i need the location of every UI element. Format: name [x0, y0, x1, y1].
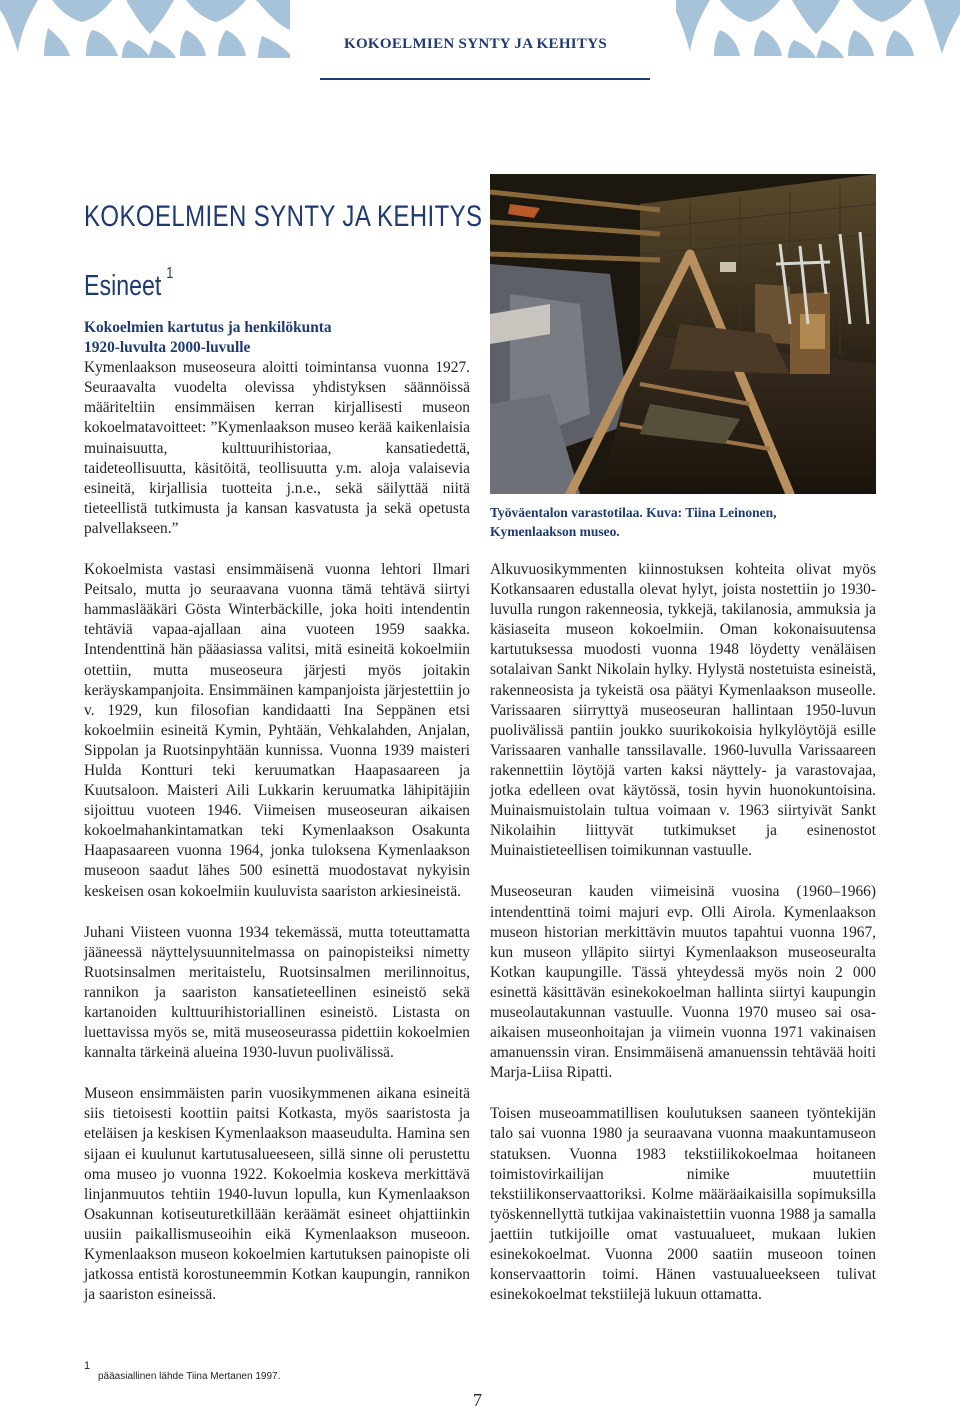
photo-caption [490, 503, 876, 541]
paragraph: Juhani Viisteen vuonna 1934 tekemässä, mutta toteuttamatta jääneessä näyttelysuunnitelmassa on painopisteiksi nimetty Ruotsinsalmen meritaistelu, Ruotsinsalmen merilinnoitus, rannikon ja saariston kansatieteellinen esineistö sekä kartanoiden kulttuurihistoriallinen esineistö. Listasta on luettavissa myös se, mitä museoseurassa pidettiin kokoelmien kannalta tärkeinä alueina 1930-luvun puolivälissä. [84, 923, 470, 1062]
photo-caption-line: Kymenlaakson museo. [490, 524, 620, 539]
subheading [84, 318, 470, 358]
storage-room-photo [490, 174, 876, 494]
paragraph: Kokoelmista vastasi ensimmäisenä vuonna lehtori Ilmari Peitsalo, mutta jo seuraavana vuonna tämä tehtävä siirtyi hammaslääkäri Gösta Winterbäckille, joka hoiti intendentin tehtäviä vapaa-ajallaan aina vuoteen 1959 saakka. Intendenttinä hän pääasiassa valitsi, mitä esineitä kokoelmiin otettiin, mutta museoseura järjesti myös joitakin keräyskampanjoita. Ensimmäinen kampanjoista järjestettiin jo v. 1929, kun filosofian kandidaatti Ina Seppänen etsi kokoelmiin esineitä Kymin, Pyhtään, Vehkalahden, Anjalan, Sippolan ja Ruotsinpyhtään kunnissa. Vuonna 1939 maisteri Hulda Kontturi teki keruumatkan Haapasaareen ja Kuutsaloon. Maisteri Aili Lukkarin keruumatka lähipitäjiin sijoittuu vuoteen 1946. Viimeisen museoseuran aikaisen kokoelmahankintamatkan teki Kymenlaakson Osakunta Haapasaareen vuonna 1964, jonka tuloksena Kymenlaakson museoon saadut lähes 500 esinettä muodostavat nykyisin keskeisen osan kokoelmiin kuuluvista saariston arkiesineistä. [84, 561, 470, 900]
page-number: 7 [473, 1390, 482, 1410]
photo-caption-line: Työväentalon varastotilaa. Kuva: Tiina Leinonen, [490, 505, 777, 520]
footnote-marker: 1 [84, 1360, 91, 1372]
right-column [490, 560, 876, 1305]
paragraph: Alkuvuosikymmenten kiinnostuksen kohteita olivat myös Kotkansaaren edustalla olevat hylyt, joista nostettiin jo 1930-luvulla rungon rakenneosia, tykkejä, takilanosia, ammuksia ja käsiaseita museon kokoelmiin. Oman kokonaisuutensa kartutuksessa muodosti vuonna 1948 löydetty venäläisen sotalaivan Sankt Nikolain hylky. Hylystä nostetuista esineistä, rakenneosista ja tykeistä osa päätyi Kymenlaakson museolle. Varissaaren siirryttyä museoseuran hallintaan 1950-luvun puolivälissä pantiin joukko suurikokoisia hylkylöytöjä esille Varissaaren vanhalle tanssilavalle. 1960-luvulla Varissaareen rakennettiin löytöjä varten kaksi näyttely- ja varastovajaa, jotka edelleen ovat käytössä, tosin hyvin huonokuntoisina. Muinaismuistolain tultua voimaan v. 1963 siirtyivät Sankt Nikolaihin liittyvät tutkimukset ja esinenostot Muinaistieteellisen toimikunnan vastuulle. [490, 561, 876, 860]
left-column [84, 318, 470, 1305]
footnote-ref[interactable]: 1 [166, 265, 174, 283]
running-header: KOKOELMIEN SYNTY JA KEHITYS [344, 36, 608, 52]
page-title: KOKOELMIEN SYNTY JA KEHITYS [84, 200, 483, 233]
subheading-line: Kokoelmien kartutus ja henkilökunta [84, 319, 332, 336]
folk-pattern-ornament-icon [676, 0, 960, 58]
footnote-text: pääasiallinen lähde Tiina Mertanen 1997. [98, 1371, 281, 1382]
paragraph: Museoseuran kauden viimeisinä vuosina (1960–1966) intendenttinä toimi majuri evp. Olli Airola. Kymenlaakson museon historian merkittävin muutos tapahtui vuonna 1967, kun museon ylläpito siirtyi Kymenlaakson museoseuralta Kotkan kaupungille. Tässä yhteydessä myös noin 2 000 esinettä käsittävän esinekokoelman hallinta siirtyi kaupungin museolautakunnan vastuulle. Vuonna 1970 museo sai osa-aikaisen museonhoitajan ja viimein vuonna 1971 vakinaisen amanuenssin viran. Ensimmäisenä amanuenssin tehtävää hoiti Marja-Liisa Ripatti. [490, 883, 876, 1082]
paragraph: Kymenlaakson museoseura aloitti toimintansa vuonna 1927. Seuraavalta vuodelta olevissa yhdistyksen säännöissä määriteltiin ensimmäisen kerran kirjallisesti museon kokoelmatavoitteet: ”Kymenlaakson museo kerää kaikenlaisia muinaisuutta, kulttuurihistoriaa, kansatiedettä, taideteollisuutta, käsitöitä, teollisuutta y.m. aloja valaisevia esineitä, kirjallisia tuotteita j.n.e., sekä säilyttää niitä tieteellistä tutkimusta ja kansan kasvatusta ja sekä opetusta palvellakseen.” [84, 359, 470, 537]
paragraph: Museon ensimmäisten parin vuosikymmenen aikana esineitä siis tietoisesti koottiin paitsi Kotkasta, myös saaristosta ja eteläisen ja keskisen Kymenlaakson maaseudulta. Hamina sen sijaan ei kuulunut kartutusalueeseen, sillä sinne oli perustettu oma museo jo vuonna 1922. Kokoelmia koskeva merkittävä linjanmuutos tehtiin 1940-luvun lopulla, kun Kymenlaakson Osakunnan kotiseuturetkillään keräämät esineet ohjattiinkin uusiin paikallismuseoihin eikä Kymenlaakson museoon. Kymenlaakson museon kokoelmien kartutuksen painopiste oli jatkossa entistä korostuneemmin Kotkan kaupungin, rannikon ja saariston esineissä. [84, 1085, 470, 1304]
section-title [84, 265, 174, 303]
folk-pattern-ornament-icon [0, 0, 290, 58]
section-title-text: Esineet [84, 270, 162, 302]
header-rule [320, 78, 650, 80]
subheading-line: 1920-luvulta 2000-luvulle [84, 339, 251, 357]
paragraph: Toisen museoammatillisen koulutuksen saaneen työntekijän talo sai vuonna 1980 ja seuraavana vuonna maakuntamuseon statuksen. Vuonna 1983 tekstiilikokoelmaa hoitaneen toimistovirkailijan nimike muutettiin tekstiilikonservaattoriksi. Kolme määräaikaisilla sopimuksilla työskennellyttä tutkijaa vakinaistettiin vuonna 1988 ja samalla jaettiin tutkijoille omat vastuualueet, mukaan lukien esinekokoelmat. Vuonna 2000 saatiin museoon toinen konservaattorin toimi. Hänen vastuualueekseen tulivat esinekokoelmat tekstiilejä lukuun ottamatta. [490, 1105, 876, 1304]
